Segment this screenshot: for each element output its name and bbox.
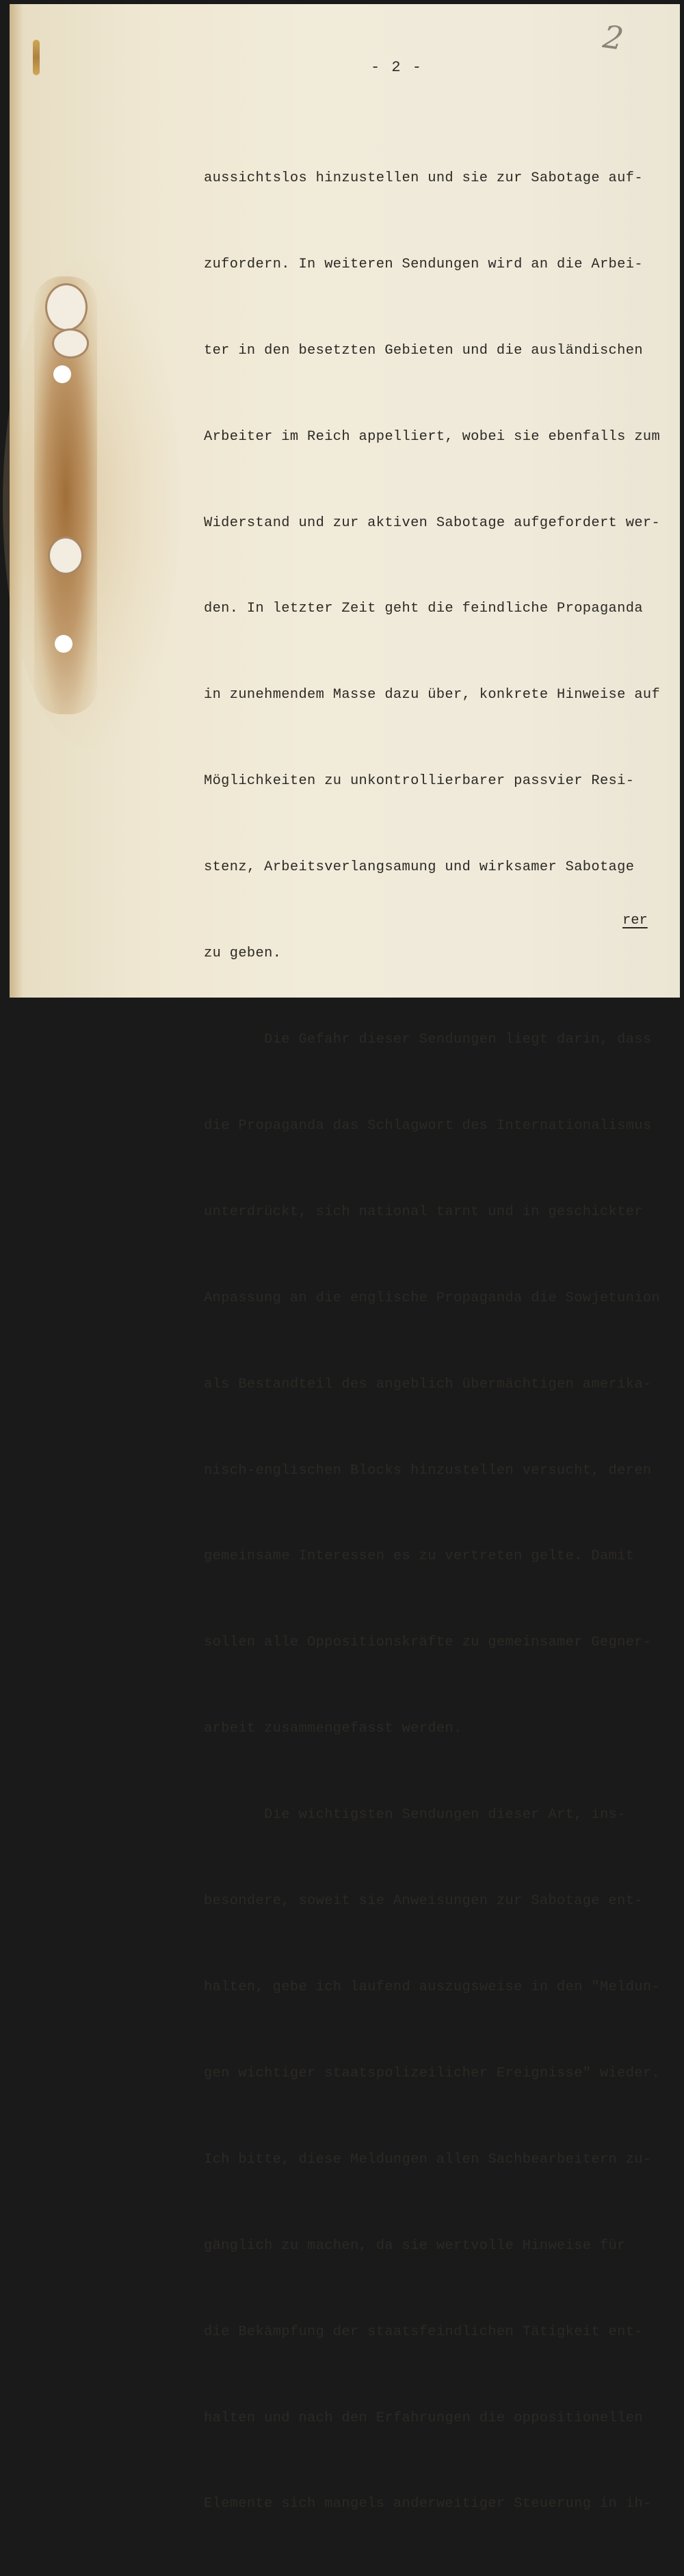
text-line: besondere, soweit sie Anweisungen zur Sabotage ent- [204,1893,643,1910]
text-line: Arbeiter im Reich appelliert, wobei sie ebenfalls zum [204,428,661,445]
text-line: nisch-englischen Blocks hinzustellen versucht, deren [204,1462,652,1479]
text-line: Ich bitte, diese Meldungen allen Sachbearbeitern zu- [204,2151,652,2168]
burn-hole-upper [45,283,88,331]
text-line: unterdrückt, sich national tarnt und in geschickter [204,1204,643,1220]
catchword: rer [622,913,648,928]
text-line: Möglichkeiten zu unkontrollierbarer passvier Resi- [204,773,635,790]
text-line: in zunehmendem Masse dazu über, konkrete Hinweise auf [204,687,661,703]
text-line: Die Gefahr dieser Sendungen liegt darin, dass [204,1032,652,1048]
text-line: gemeinsame Interessen es zu vertreten gelte. Damit [204,1548,635,1565]
punch-hole-upper [53,365,71,383]
text-line: halten und nach den Erfahrungen die oppositionellen [204,2410,643,2426]
page-number: - 2 - [371,59,423,76]
text-line: Widerstand und zur aktiven Sabotage aufgefordert wer- [204,515,661,531]
text-line: die Propaganda das Schlagwort des Internationalismus [204,1117,652,1134]
text-line: gänglich zu machen, da sie wertvolle Hinweise für [204,2237,626,2254]
text-line: die Bekämpfung der staatsfeindlichen Tätigkeit ent- [204,2324,643,2340]
text-line: gen wichtiger staatspolizeilicher Ereignisse" wieder. [204,2065,661,2081]
text-line: Die wichtigsten Sendungen dieser Art, ins- [204,1807,626,1823]
text-line: zufordern. In weiteren Sendungen wird an die Arbei- [204,256,643,272]
staple-rust-mark [33,40,40,75]
text-line: Elemente sich mangels anderweitiger Steuerung in ih- [204,2496,652,2512]
burn-hole-lower [48,536,83,575]
text-line: ter in den besetzten Gebieten und die ausländischen [204,342,643,359]
text-line: Anpassung an die englische Propaganda die Sowjetunion [204,1290,661,1306]
text-line: als Bestandteil des angeblich übermächtigen amerika- [204,1376,652,1392]
text-line: den. In letzter Zeit geht die feindliche Propaganda [204,601,643,617]
text-line: aussichtslos hinzustellen und sie zur Sabotage auf- [204,170,643,186]
text-line: stenz, Arbeitsverlangsamung und wirksamer Sabotage [204,859,635,876]
document-page [10,4,680,2512]
text-line: arbeit zusammengefasst werden. [204,1721,462,1737]
text-line: halten, gebe ich laufend auszugsweise in den "Meldun- [204,1979,661,1995]
text-line: sollen alle Oppositionskräfte zu gemeinsamer Gegner- [204,1635,652,1651]
handwritten-page-mark: 2 [601,18,626,57]
text-line: zu geben. [204,946,282,962]
burn-hole-upper-small [52,328,89,359]
punch-hole-lower [55,635,73,653]
typed-body-text [204,107,660,2576]
